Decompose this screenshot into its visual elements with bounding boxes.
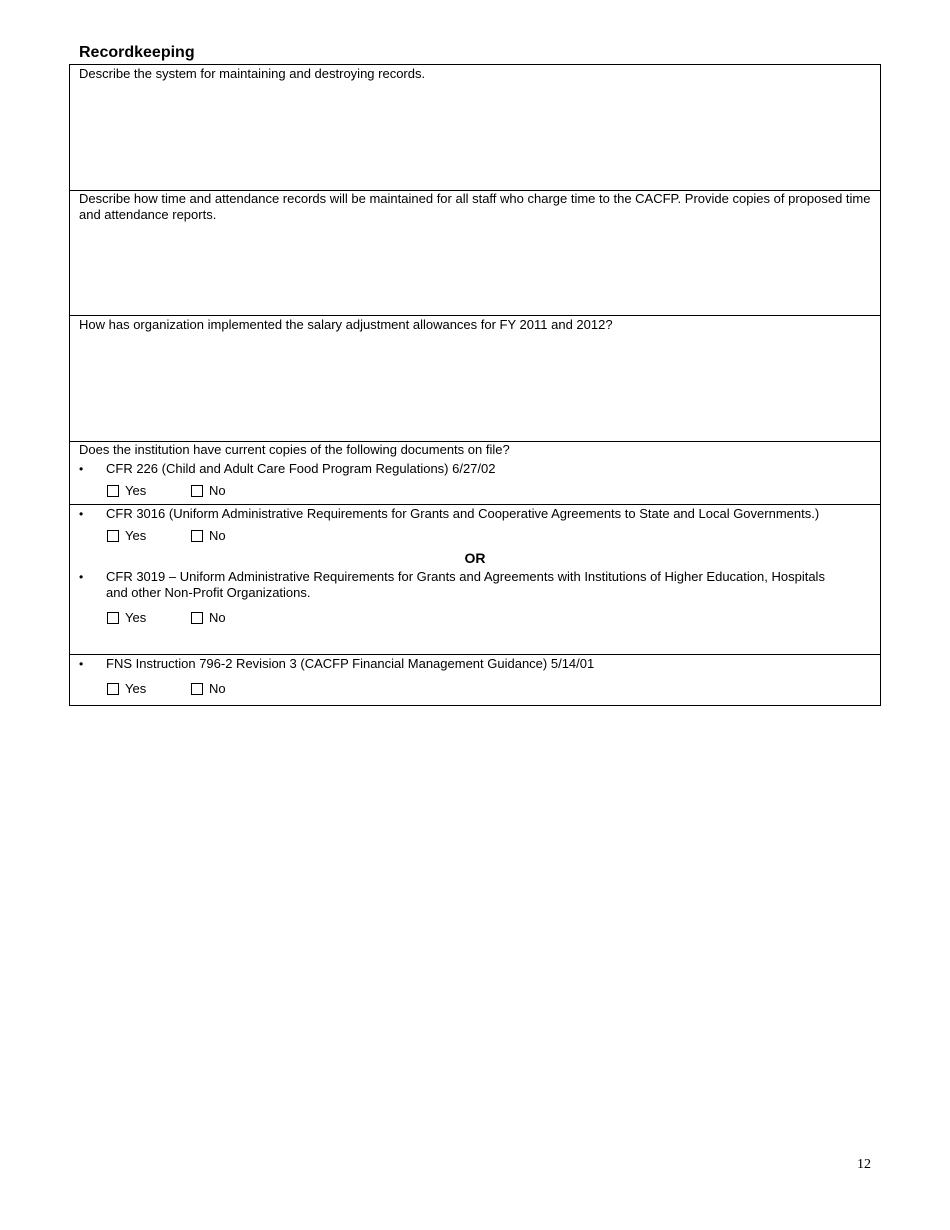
list-item-cfr226 xyxy=(70,461,880,477)
cfr226-choices xyxy=(70,483,880,501)
cfr3016-choices xyxy=(70,528,880,546)
fns796-label: FNS Instruction 796-2 Revision 3 (CACFP Financial Management Guidance) 5/14/01 xyxy=(106,656,595,671)
salary-adjustment-row[interactable] xyxy=(70,315,880,441)
salary-adjustment-question: How has organization implemented the salary adjustment allowances for FY 2011 and 2012? xyxy=(79,317,613,332)
time-attendance-question: Describe how time and attendance records will be maintained for all staff who charge time to the CACFP. Provide copies of proposed time and attendance reports. xyxy=(79,191,871,222)
fns796-no-checkbox[interactable] xyxy=(191,683,203,695)
cfr3019-yes-option[interactable] xyxy=(107,610,146,626)
cfr3016-no-option[interactable] xyxy=(191,528,226,544)
cfr226-no-option[interactable] xyxy=(191,483,226,499)
fns796-no-option[interactable] xyxy=(191,681,226,697)
bullet-icon: • xyxy=(79,462,84,476)
cfr3019-yes-checkbox[interactable] xyxy=(107,612,119,624)
cfr3019-no-checkbox[interactable] xyxy=(191,612,203,624)
cfr3019-no-option[interactable] xyxy=(191,610,226,626)
section-title: Recordkeeping xyxy=(79,44,195,61)
list-item-fns796 xyxy=(70,656,880,672)
list-item-cfr3019 xyxy=(70,569,880,601)
fns796-yes-checkbox[interactable] xyxy=(107,683,119,695)
no-label: No xyxy=(209,528,226,543)
no-label: No xyxy=(209,610,226,625)
cfr226-label: CFR 226 (Child and Adult Care Food Program Regulations) 6/27/02 xyxy=(106,461,496,476)
yes-label: Yes xyxy=(125,681,147,696)
cfr3016-label: CFR 3016 (Uniform Administrative Requirements for Grants and Cooperative Agreements to State and Local Governments.) xyxy=(106,506,820,521)
documents-question: Does the institution have current copies of the following documents on file? xyxy=(79,442,510,457)
cfr3019-label: CFR 3019 – Uniform Administrative Requirements for Grants and Agreements with Institutions of Higher Education, Hospitals and other Non-Profit Organizations. xyxy=(106,569,825,600)
fns796-yes-option[interactable] xyxy=(107,681,146,697)
recordkeeping-form-table xyxy=(69,64,881,706)
records-system-question: Describe the system for maintaining and destroying records. xyxy=(79,66,426,81)
fns796-row xyxy=(70,654,880,705)
yes-label: Yes xyxy=(125,610,147,625)
bullet-icon: • xyxy=(79,657,84,671)
cfr226-row xyxy=(70,441,880,504)
page-number: 12 xyxy=(857,1157,871,1172)
no-label: No xyxy=(209,483,226,498)
bullet-icon: • xyxy=(79,507,84,521)
cfr226-no-checkbox[interactable] xyxy=(191,485,203,497)
cfr3016-no-checkbox[interactable] xyxy=(191,530,203,542)
no-label: No xyxy=(209,681,226,696)
bullet-icon: • xyxy=(79,570,84,584)
cfr226-yes-checkbox[interactable] xyxy=(107,485,119,497)
cfr3016-yes-checkbox[interactable] xyxy=(107,530,119,542)
yes-label: Yes xyxy=(125,483,147,498)
time-attendance-row[interactable] xyxy=(70,190,880,315)
cfr3016-yes-option[interactable] xyxy=(107,528,146,544)
cfr3019-choices xyxy=(70,610,880,628)
cfr226-yes-option[interactable] xyxy=(107,483,146,499)
fns796-choices xyxy=(70,681,880,699)
list-item-cfr3016 xyxy=(70,506,880,522)
records-system-row[interactable] xyxy=(70,65,880,190)
or-divider-label: OR xyxy=(464,550,486,566)
cfr3016-3019-row xyxy=(70,504,880,654)
yes-label: Yes xyxy=(125,528,147,543)
